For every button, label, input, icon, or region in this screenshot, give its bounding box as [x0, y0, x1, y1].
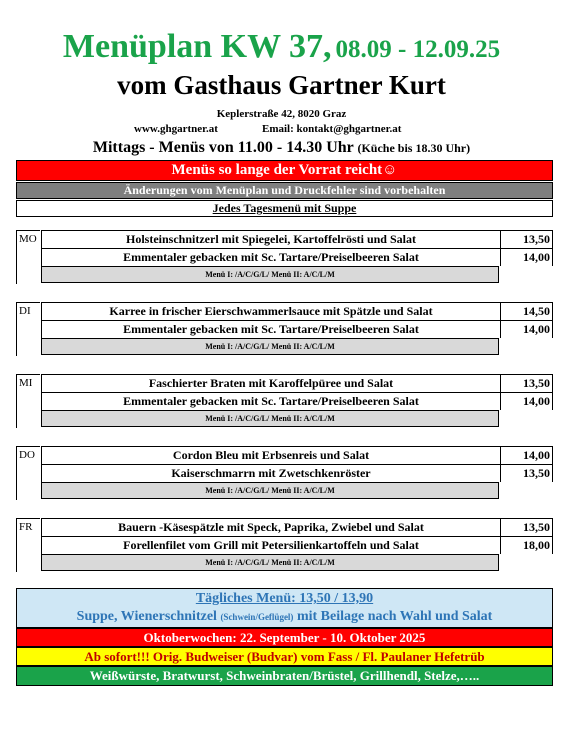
menu-1-dish: Faschierter Braten mit Karoffelpüree und Salat — [42, 375, 501, 392]
soup-text: Jedes Tagesmenü mit Suppe — [212, 201, 357, 215]
day-block-di — [16, 302, 553, 356]
day-divider — [16, 535, 17, 572]
address: Keplerstraße 42, 8020 Graz — [216, 108, 347, 120]
while-stock-banner: Menüs so lange der Vorrat reicht☺ — [16, 160, 553, 181]
title-dates: 08.09 - 12.09.25 — [335, 36, 501, 63]
day-block-mo — [16, 230, 553, 284]
kitchen-hours: (Küche bis 18.30 Uhr) — [357, 141, 471, 155]
menu-row — [41, 374, 553, 392]
daily-menu-box — [16, 588, 553, 628]
menu-row — [41, 320, 553, 338]
restaurant-name: vom Gasthaus Gartner Kurt — [117, 70, 446, 100]
menu-title — [0, 28, 563, 66]
menu-2-dish: Forellenfilet vom Grill mit Petersilienkartoffeln und Salat — [42, 537, 501, 554]
day-label: MO — [16, 230, 40, 247]
daily-menu-title-line — [17, 590, 552, 608]
title-main: Menüplan KW 37, — [62, 28, 332, 65]
day-label: FR — [16, 518, 40, 535]
menu-2-price: 13,50 — [523, 466, 550, 480]
allergen-info: Menü I: /A/C/G/L/ Menü II: A/C/L/M — [41, 338, 499, 355]
daily-menu-title: Tägliches Menü: 13,50 / 13,90 — [195, 591, 374, 606]
menu-1-price: 13,50 — [523, 376, 550, 390]
day-block-mi — [16, 374, 553, 428]
menu-row — [41, 536, 553, 554]
menu-1-dish: Cordon Bleu mit Erbsenreis und Salat — [42, 447, 501, 464]
allergen-info: Menü I: /A/C/G/L/ Menü II: A/C/L/M — [41, 266, 499, 283]
menu-2-price: 18,00 — [523, 538, 550, 552]
menu-row — [41, 518, 553, 536]
menu-1-dish: Karree in frischer Eierschwammerlsauce mit Spätzle und Salat — [42, 303, 501, 320]
daily-menu-end: mit Beilage nach Wahl und Salat — [296, 609, 493, 624]
menu-1-dish: Bauern -Käsespätzle mit Speck, Paprika, Zwiebel und Salat — [42, 519, 501, 536]
menu-2-dish: Kaiserschmarrn mit Zwetschkenröster — [42, 465, 501, 482]
menu-row — [41, 302, 553, 320]
day-label: DI — [16, 302, 40, 319]
day-block-fr — [16, 518, 553, 572]
daily-menu-meat-note: (Schwein/Geflügel) — [220, 612, 294, 622]
menu-row — [41, 392, 553, 410]
menu-row — [41, 464, 553, 482]
menu-2-dish: Emmentaler gebacken mit Sc. Tartare/Preiselbeeren Salat — [42, 393, 501, 410]
day-label: MI — [16, 374, 40, 391]
menu-row — [41, 248, 553, 266]
menu-row — [41, 230, 553, 248]
daily-menu-start: Suppe, Wienerschnitzel — [76, 609, 217, 624]
soup-banner — [16, 200, 553, 217]
menu-1-price: 13,50 — [523, 520, 550, 534]
day-divider — [16, 247, 17, 284]
specials-banner: Weißwürste, Bratwurst, Schweinbraten/Brüstel, Grillhendl, Stelze,….. — [16, 666, 553, 686]
day-divider — [16, 319, 17, 356]
allergen-info: Menü I: /A/C/G/L/ Menü II: A/C/L/M — [41, 482, 499, 499]
day-divider — [16, 463, 17, 500]
day-label: DO — [16, 446, 40, 463]
menu-2-price: 14,00 — [523, 250, 550, 264]
menu-2-price: 14,00 — [523, 394, 550, 408]
allergen-info: Menü I: /A/C/G/L/ Menü II: A/C/L/M — [41, 554, 499, 571]
oktober-banner: Oktoberwochen: 22. September - 10. Oktober 2025 — [16, 628, 553, 647]
opening-hours — [0, 139, 563, 157]
email: Email: kontakt@ghgartner.at — [262, 123, 402, 135]
menu-1-price: 13,50 — [523, 232, 550, 246]
menu-1-dish: Holsteinschnitzerl mit Spiegelei, Kartoffelrösti und Salat — [42, 231, 501, 248]
beer-banner: Ab sofort!!! Orig. Budweiser (Budvar) vom Fass / Fl. Paulaner Hefetrüb — [16, 647, 553, 666]
menu-row — [41, 446, 553, 464]
menu-1-price: 14,00 — [523, 448, 550, 462]
menu-2-dish: Emmentaler gebacken mit Sc. Tartare/Preiselbeeren Salat — [42, 321, 501, 338]
disclaimer-banner: Änderungen vom Menüplan und Druckfehler sind vorbehalten — [16, 182, 553, 199]
menu-2-dish: Emmentaler gebacken mit Sc. Tartare/Preiselbeeren Salat — [42, 249, 501, 266]
website: www.ghgartner.at — [134, 123, 218, 135]
menu-2-price: 14,00 — [523, 322, 550, 336]
menu-1-price: 14,50 — [523, 304, 550, 318]
day-block-do — [16, 446, 553, 500]
lunch-hours: Mittags - Menüs von 11.00 - 14.30 Uhr — [92, 139, 354, 156]
allergen-info: Menü I: /A/C/G/L/ Menü II: A/C/L/M — [41, 410, 499, 427]
daily-menu-description — [17, 608, 552, 626]
day-divider — [16, 391, 17, 428]
